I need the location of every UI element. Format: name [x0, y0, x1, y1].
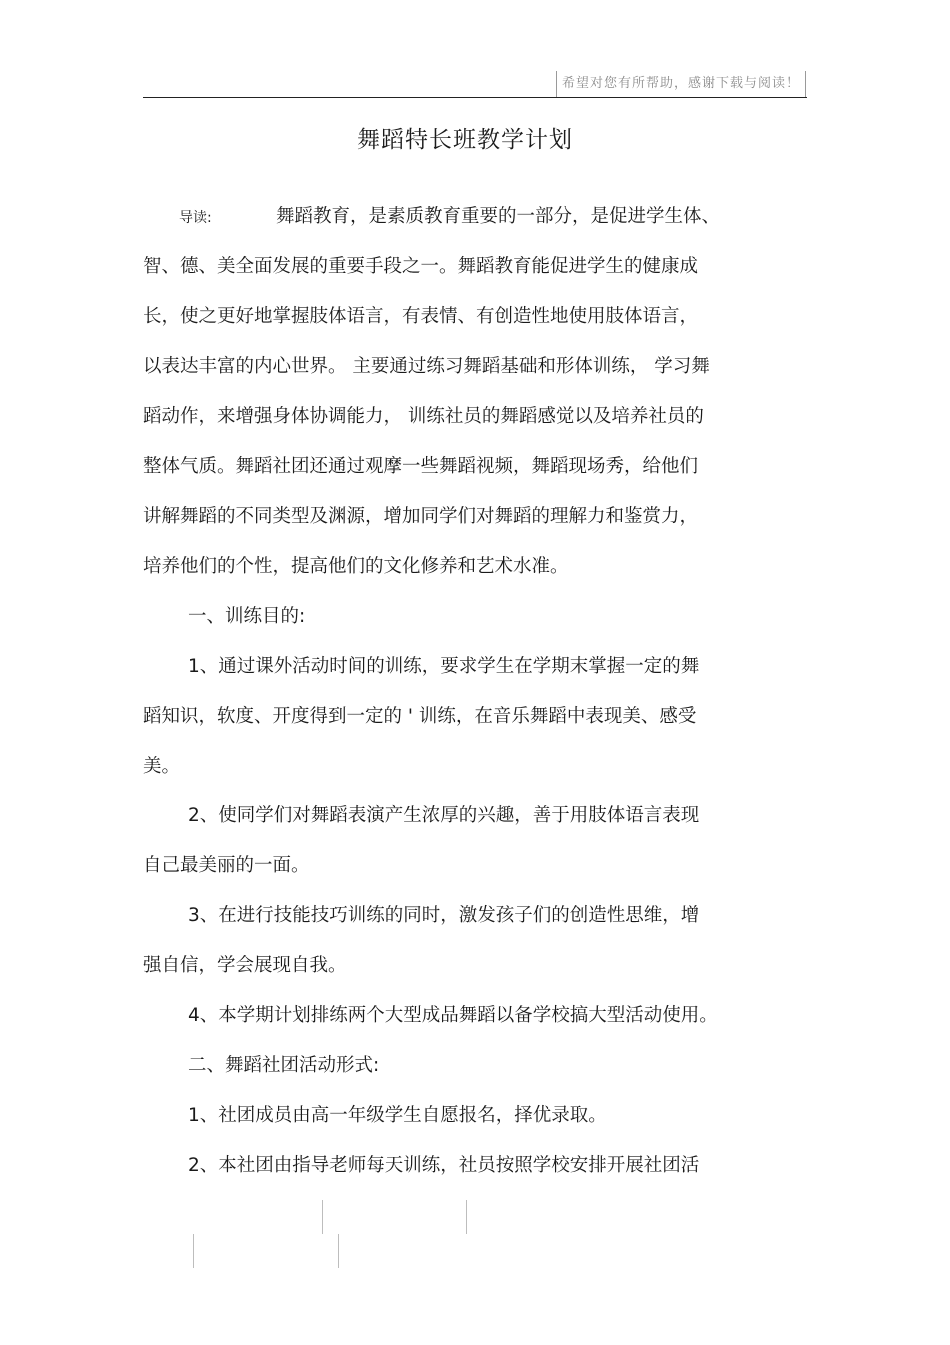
scan-mark	[466, 1200, 467, 1234]
header-rule	[143, 97, 807, 98]
section-heading: 二、舞蹈社团活动形式:	[188, 1055, 380, 1076]
paragraph-line: 智、德、美全面发展的重要手段之一。舞蹈教育能促进学生的健康成	[143, 256, 699, 277]
list-item: 2、使同学们对舞蹈表演产生浓厚的兴趣，善于用肢体语言表现	[188, 805, 700, 826]
paragraph-line: 舞蹈教育，是素质教育重要的一部分，是促进学生体、	[276, 206, 721, 227]
paragraph-line: 整体气质。舞蹈社团还通过观摩一些舞蹈视频，舞蹈现场秀，给他们	[143, 456, 699, 477]
list-item: 4、本学期计划排练两个大型成品舞蹈以备学校搞大型活动使用。	[188, 1005, 718, 1026]
list-item: 3、在进行技能技巧训练的同时，激发孩子们的创造性思维，增	[188, 905, 700, 926]
paragraph-line: 以表达丰富的内心世界。 主要通过练习舞蹈基础和形体训练， 学习舞	[143, 356, 710, 377]
paragraph-line: 讲解舞蹈的不同类型及渊源，增加同学们对舞蹈的理解力和鉴赏力，	[143, 506, 699, 527]
scan-mark	[338, 1234, 339, 1268]
paragraph-line: 长，使之更好地掌握肢体语言，有表情、有创造性地使用肢体语言，	[143, 306, 699, 327]
paragraph-line: 培养他们的个性，提高他们的文化修养和艺术水准。	[143, 556, 569, 577]
paragraph-line: 美。	[143, 756, 181, 777]
document-title: 舞蹈特长班教学计划	[357, 127, 573, 153]
paragraph-line: 蹈动作，来增强身体协调能力， 训练社员的舞蹈感觉以及培养社员的	[143, 406, 704, 427]
paragraph-line: 自己最美丽的一面。	[143, 855, 310, 876]
scan-mark	[322, 1200, 323, 1234]
lead-label: 导读:	[179, 210, 212, 226]
list-item: 1、通过课外活动时间的训练，要求学生在学期末掌握一定的舞	[188, 656, 700, 677]
paragraph-line: 强自信，学会展现自我。	[143, 955, 347, 976]
list-item: 1、社团成员由高一年级学生自愿报名，择优录取。	[188, 1105, 607, 1126]
section-heading: 一、训练目的:	[188, 606, 306, 627]
list-item: 2、本社团由指导老师每天训练，社员按照学校安排开展社团活	[188, 1155, 700, 1176]
paragraph-line: 蹈知识，软度、开度得到一定的 ' 训练，在音乐舞蹈中表现美、感受	[143, 706, 697, 727]
header-note: 希望对您有所帮助，感谢下载与阅读！	[556, 71, 806, 97]
scan-mark	[193, 1234, 194, 1268]
